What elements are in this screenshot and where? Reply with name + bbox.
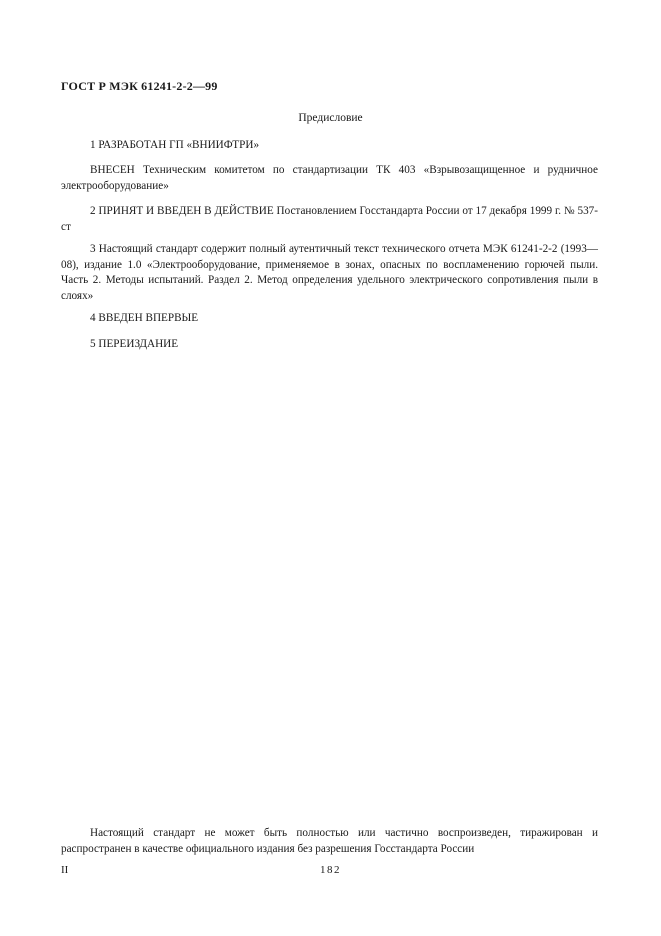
page-number: 182: [320, 864, 341, 876]
paragraph-content: 3 Настоящий стандарт содержит полный аутентичный текст технического отчета МЭК 61241-2-2 (1993—08), издание 1.0 «Электрооборудование, применяемое в зонах, опасных по воспламенению горючей пыли. Часть 2. Методы испытаний. Раздел 2. Метод определения удельного электрического сопротивления пыли в слоях»: [61, 243, 598, 302]
paragraph-introduced: ВНЕСЕН Техническим комитетом по стандартизации ТК 403 «Взрывозащищенное и рудничное электрооборудование»: [61, 164, 598, 192]
paragraph-adopted: 2 ПРИНЯТ И ВВЕДЕН В ДЕЙСТВИЕ Постановлением Госстандарта России от 17 декабря 1999 г. № 537-ст: [61, 205, 598, 233]
paragraph-reissue: 5 ПЕРЕИЗДАНИЕ: [90, 338, 179, 350]
page-roman-numeral: II: [61, 864, 69, 876]
paragraph-first-introduced: 4 ВВЕДЕН ВПЕРВЫЕ: [90, 312, 199, 324]
section-title: Предисловие: [298, 112, 363, 124]
standard-header: ГОСТ Р МЭК 61241-2-2—99: [61, 79, 218, 93]
paragraph-developed: 1 РАЗРАБОТАН ГП «ВНИИФТРИ»: [90, 139, 260, 151]
copyright-note: Настоящий стандарт не может быть полностью или частично воспроизведен, тиражирован и распространен в качестве официального издания без разрешения Госстандарта России: [61, 827, 598, 855]
